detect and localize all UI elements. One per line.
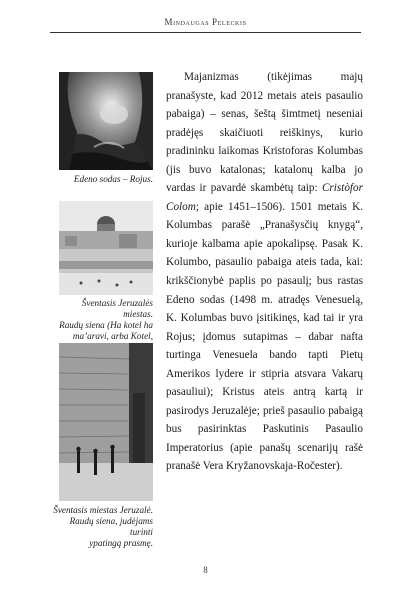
page-number: 8 (203, 565, 208, 575)
body-text-part1: Majanizmas (tikėjimas majų pranašyste, kad 2012 metais ateis pasaulio pabaiga) – senas, šeštą šimtmetį neseniai pradėjęs skaičiuoti reiškinys, kurio pradininku laikomas Kristoforas Kolumbas (jis buvo katalonas; katalonų kalba jo vardas ir pavardė skambėtų taip: (166, 71, 363, 195)
body-paragraph (166, 68, 363, 476)
eden-garden-image (59, 72, 153, 170)
body-text-italic: Cristòfor Colom (166, 182, 363, 213)
caption-western-wall: Šventasis miestas Jeruzalė. Raudų siena, judėjams turinti ypatingą prasmę. (53, 505, 153, 548)
caption-eden: Edeno sodas – Rojus. (73, 174, 153, 184)
running-header (0, 0, 411, 34)
author-name: Mindaugas Peleckis (164, 17, 247, 27)
body-text-part2: ; apie 1451–1506). 1501 metais K. Kolumbas parašė „Pranašysčių knygą“, kurioje kalbama apie apokalipsę. Pasak K. Kolumbo, pasaulio pabaiga ateis tada, kai: krikščionybė paplis po pasaulį; bus rastas Edeno sodas (1498 m. atradęs Venesuelą, K. Kolumbas buvo įsitikinęs, kad tai ir yra Rojus; įdomus sutapimas – dabar nafta turtinga Venesuela bando tapti Pietų Amerikos lydere ir stipria atsvara Vakarų pasauliui); Kristus ateis antrą kartą ir pasirodys Jeruzalėje; prieš pasaulio pabaigą bus pasirinktas Paskutinis Pasaulio Imperatorius (apie panašų scenarijų rašė pranašė Vera Kryžanovskaja-Ročester). (166, 200, 363, 473)
header-rule (50, 32, 361, 33)
western-wall-image (59, 343, 153, 501)
jerusalem-city-image (59, 201, 153, 295)
caption-jerusalem-city: Šventasis Jeruzalės miestas. Raudų siena (Ha kotel ha ma’aravi, arba Kotel, (59, 298, 153, 341)
